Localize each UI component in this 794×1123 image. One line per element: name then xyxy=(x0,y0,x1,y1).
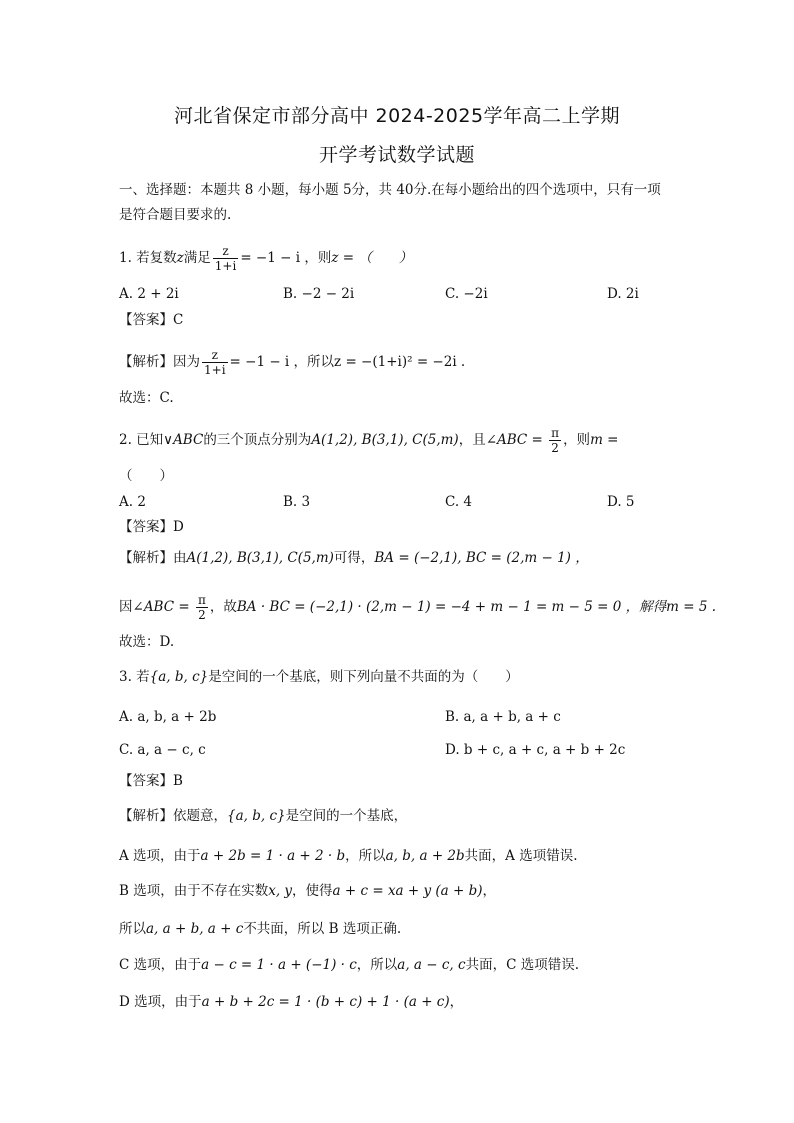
q3-analysis-text: 【解析】依题意， xyxy=(119,808,227,824)
q3-analysis-text: ， xyxy=(449,994,464,1010)
q3-analysis-text: 共面，C 选项错误. xyxy=(465,957,579,973)
q3-analysis-option-b-line2 xyxy=(119,920,401,938)
q3-analysis-text: ，使得 xyxy=(292,883,333,899)
q2-analysis-fraction xyxy=(196,593,208,622)
q2-analysis-line2 xyxy=(119,593,716,622)
q1-analysis-fraction-den: 1+i xyxy=(204,363,226,377)
section-header-line1: 一、选择题：本题共 8 小题，每小题 5分，共 40分.在每小题给出的四个选项中，只有一项 xyxy=(119,182,661,198)
q3-analysis-text: {a, b, c} xyxy=(227,808,286,824)
q2-stem-text: ABC xyxy=(497,432,528,448)
q3-analysis-text: a, a + b, a + c xyxy=(146,921,244,937)
q3-analysis-text: ，所以 xyxy=(356,957,398,973)
q1-analysis-text: z = −(1+i)² = −2i . xyxy=(334,354,466,370)
q2-stem-paren: （ ） xyxy=(119,468,173,484)
q3-analysis-text: C 选项，由于 xyxy=(119,957,202,973)
q2-analysis-text: 因∠ xyxy=(119,599,144,615)
q3-analysis-text: a + c = xa + y (a + b) xyxy=(332,883,483,899)
q1-option-a: A. 2 + 2i xyxy=(119,286,179,302)
q3-analysis-text: a + 2b = 1 · a + 2 · b xyxy=(200,848,346,864)
q2-analysis-text: m = 5 . xyxy=(666,599,716,615)
q2-stem-text: ，则 xyxy=(563,432,591,448)
q1-option-b: B. −2 − 2i xyxy=(283,286,355,302)
q1-analysis xyxy=(119,348,465,377)
q3-option-c: C. a, a − c, c xyxy=(119,742,206,758)
q3-analysis-option-c xyxy=(119,956,579,974)
q2-stem-text: ABC xyxy=(173,432,204,448)
q3-analysis-text: a, a − c, c xyxy=(397,957,466,973)
q2-analysis-text: 【解析】由 xyxy=(119,550,187,566)
q2-stem-text: = xyxy=(527,432,548,448)
q3-analysis-text: x, y xyxy=(268,883,293,899)
q3-analysis-option-a xyxy=(119,847,578,865)
document-title-line1: 河北省保定市部分高中 2024-2025学年高二上学期 xyxy=(173,105,621,127)
q3-option-b: B. a, a + b, a + c xyxy=(445,709,561,725)
q2-fraction-den: 2 xyxy=(551,441,559,455)
q2-option-a: A. 2 xyxy=(119,494,146,510)
q3-analysis-text: a + b + 2c = 1 · (b + c) + 1 · (a + c) xyxy=(201,994,450,1010)
q2-option-b: B. 3 xyxy=(283,494,311,510)
q1-fraction xyxy=(213,244,239,273)
q1-option-d: D. 2i xyxy=(607,286,639,302)
q2-analysis-text: BA · BC = (−2,1) · (2,m − 1) = −4 + m − 1 = m − 5 = 0 ，解得 xyxy=(236,599,667,615)
q2-analysis-text: A(1,2), B(3,1), C(5,m) xyxy=(186,550,334,566)
q3-analysis-text: 是空间的一个基底， xyxy=(285,808,408,824)
q2-analysis-text: BA = (−2,1), BC = (2,m − 1) ， xyxy=(374,550,589,566)
q2-stem xyxy=(119,426,618,455)
q3-analysis-option-b-line1 xyxy=(119,882,496,900)
q1-stem-text: 1. 若复数 xyxy=(119,250,177,266)
q1-stem-text: = −1 − i ，则 xyxy=(240,250,332,266)
q3-analysis-text: D 选项，由于 xyxy=(119,994,202,1010)
q2-analysis-fraction-den: 2 xyxy=(198,608,206,622)
q3-stem-text: 3. 若 xyxy=(119,669,150,685)
q2-stem-text: A(1,2), B(3,1), C(5,m) xyxy=(311,432,459,448)
q2-option-c: C. 4 xyxy=(445,494,473,510)
q3-analysis-text: a − c = 1 · a + (−1) · c xyxy=(201,957,357,973)
q2-analysis-text: 可得， xyxy=(333,550,375,566)
q2-stem-text: ，且∠ xyxy=(458,432,498,448)
q3-stem-text: 是空间的一个基底，则下列向量不共面的为（ ） xyxy=(208,669,519,685)
q2-analysis-line1 xyxy=(119,549,589,567)
q3-analysis-text: a, b, a + 2b xyxy=(385,848,465,864)
q2-analysis-text: ，故 xyxy=(209,599,237,615)
q2-analysis-text: = xyxy=(174,599,194,615)
q1-stem-text: 满足 xyxy=(183,250,211,266)
q3-analysis-text: B 选项，由于不存在实数 xyxy=(119,883,269,899)
q2-stem-text: 2. 已知∨ xyxy=(119,432,174,448)
q1-option-c: C. −2i xyxy=(445,286,488,302)
q3-stem-text: {a, b, c} xyxy=(149,669,209,685)
q2-analysis-fraction-num: π xyxy=(197,593,206,607)
q2-fraction-num: π xyxy=(551,426,560,440)
q1-analysis-fraction xyxy=(202,348,228,377)
q2-answer: 【答案】D xyxy=(119,519,184,535)
q3-option-d: D. b + c, a + c, a + b + 2c xyxy=(445,742,626,758)
q2-stem-text: 的三个顶点分别为 xyxy=(203,432,312,448)
q3-analysis-text: 所以 xyxy=(119,921,146,937)
q1-conclusion: 故选：C. xyxy=(119,390,174,406)
q2-option-d: D. 5 xyxy=(607,494,635,510)
q1-analysis-text: 【解析】因为 xyxy=(119,354,200,370)
q1-var: z xyxy=(176,250,184,266)
q2-analysis-text: ABC xyxy=(143,599,175,615)
q1-stem xyxy=(119,244,412,273)
q3-analysis-option-d xyxy=(119,993,463,1011)
q3-analysis-text: ，所以 xyxy=(345,848,386,864)
q1-answer: 【答案】C xyxy=(119,312,184,328)
q1-analysis-fraction-num: z xyxy=(202,348,228,363)
q2-fraction xyxy=(549,426,561,455)
q3-stem xyxy=(119,668,519,686)
q3-analysis-text: A 选项，由于 xyxy=(119,848,201,864)
q3-analysis-text: 不共面，所以 B 选项正确. xyxy=(243,921,402,937)
q1-fraction-den: 1+i xyxy=(214,259,237,273)
q3-analysis-intro xyxy=(119,807,407,825)
q3-analysis-text: 共面，A 选项错误. xyxy=(464,848,578,864)
section-header-line2: 是符合题目要求的. xyxy=(119,207,232,223)
q2-conclusion: 故选：D. xyxy=(119,634,175,650)
document-title-line2: 开学考试数学试题 xyxy=(318,144,475,166)
q1-stem-text: z = （ ） xyxy=(331,250,413,266)
q3-answer: 【答案】B xyxy=(119,773,183,789)
q1-fraction-num: z xyxy=(213,244,239,259)
q2-stem-text: m = xyxy=(590,432,619,448)
q3-option-a: A. a, b, a + 2b xyxy=(119,709,217,725)
q1-analysis-text: = −1 − i ，所以 xyxy=(229,354,335,370)
q3-analysis-text: ， xyxy=(482,883,497,899)
